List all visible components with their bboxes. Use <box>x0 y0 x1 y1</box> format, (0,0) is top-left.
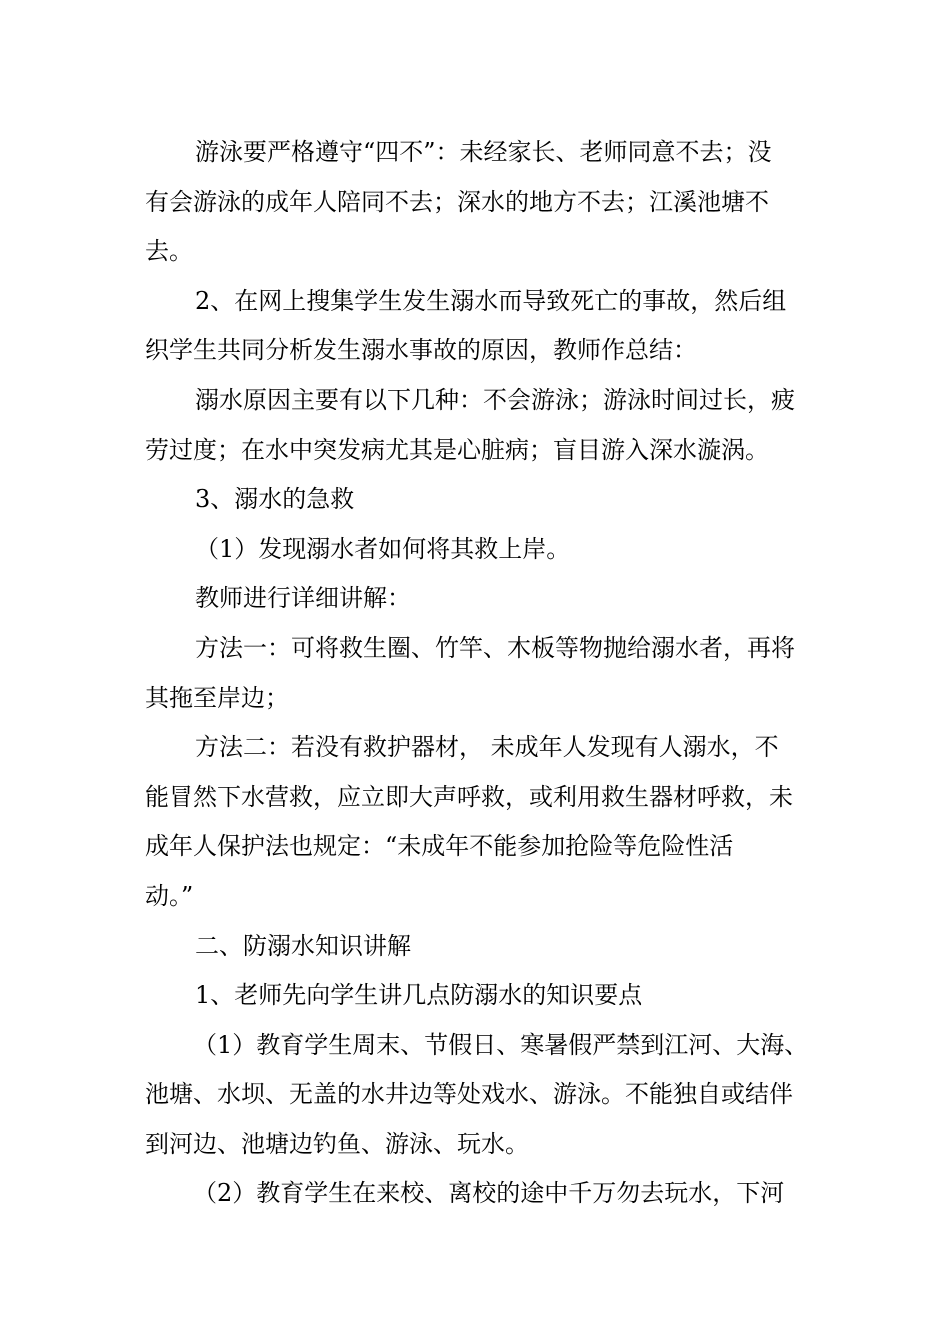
text-line: 去。 <box>145 237 193 266</box>
text-line: 动。” <box>145 881 194 910</box>
text-line: （1）教育学生周末、节假日、寒暑假严禁到江河、大海、 <box>193 1030 809 1059</box>
text-line: 到河边、池塘边钓鱼、游泳、玩水。 <box>145 1129 529 1158</box>
text-line: 池塘、水坝、无盖的水井边等处戏水、游泳。不能独自或结伴 <box>145 1080 793 1109</box>
text-line: 2、在网上搜集学生发生溺水而导致死亡的事故，然后组 <box>195 286 787 315</box>
text-line: 教师进行详细讲解： <box>195 584 411 613</box>
section-heading: 3、溺水的急救 <box>195 485 355 514</box>
text-line: 其拖至岸边； <box>145 683 289 712</box>
section-heading: 二、防溺水知识讲解 <box>195 931 411 960</box>
text-line: 方法二：若没有救护器材， 未成年人发现有人溺水，不 <box>195 733 779 762</box>
text-line: 成年人保护法也规定：“未成年不能参加抢险等危险性活 <box>145 832 734 861</box>
text-line: （1）发现溺水者如何将其救上岸。 <box>195 534 571 563</box>
text-line: 溺水原因主要有以下几种：不会游泳；游泳时间过长，疲 <box>195 385 795 414</box>
text-line: 游泳要严格遵守“四不”：未经家长、老师同意不去；没 <box>195 138 772 166</box>
text-line: （2）教育学生在来校、离校的途中千万勿去玩水，下河 <box>193 1179 785 1208</box>
text-line: 1、老师先向学生讲几点防溺水的知识要点 <box>195 981 643 1010</box>
document-page <box>145 128 810 1219</box>
text-line: 能冒然下水营救，应立即大声呼救，或利用救生器材呼救，未 <box>145 782 793 811</box>
text-line: 方法一：可将救生圈、竹竿、木板等物抛给溺水者，再将 <box>195 633 795 662</box>
text-line: 织学生共同分析发生溺水事故的原因，教师作总结： <box>145 336 697 365</box>
text-line: 劳过度；在水中突发病尤其是心脏病；盲目游入深水漩涡。 <box>145 435 769 464</box>
text-line: 有会游泳的成年人陪同不去；深水的地方不去；江溪池塘不 <box>145 187 769 216</box>
